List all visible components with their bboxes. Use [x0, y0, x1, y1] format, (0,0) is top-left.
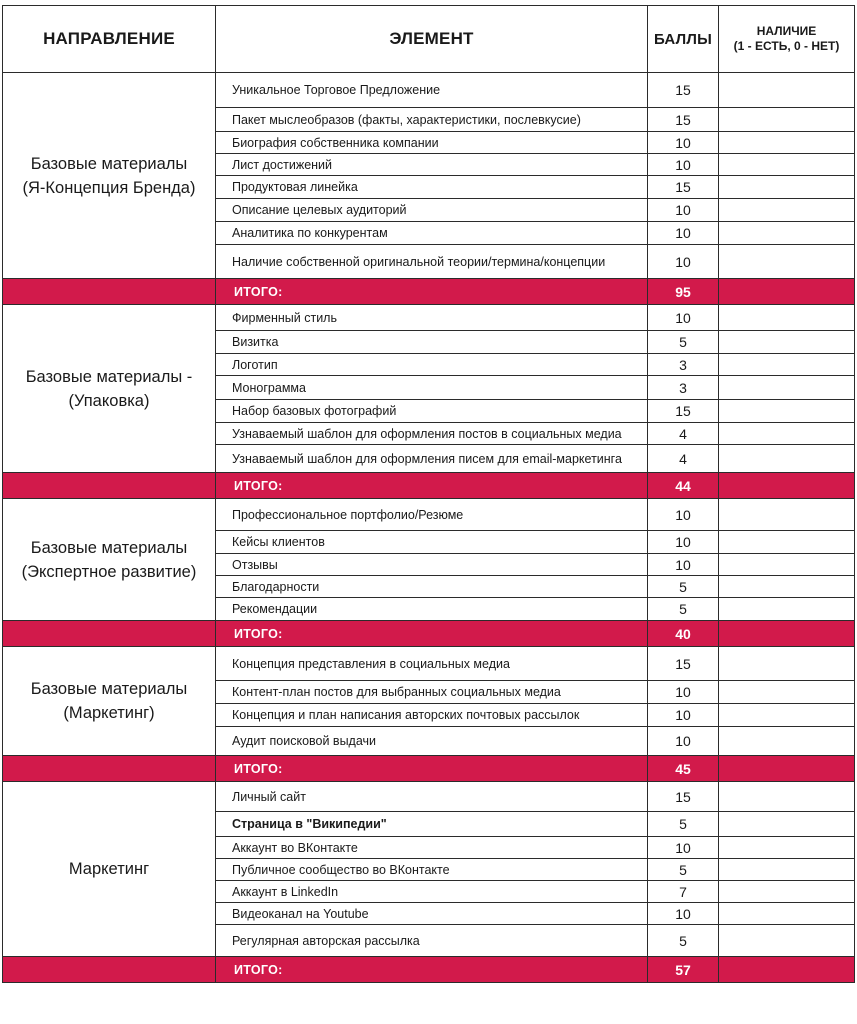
direction-cell: Базовые материалы (Маркетинг) — [3, 647, 216, 756]
availability-input-cell[interactable] — [719, 73, 855, 108]
header-availability — [719, 6, 855, 73]
points-cell: 10 — [648, 837, 719, 859]
total-direction-cell — [3, 756, 216, 782]
availability-input-cell[interactable] — [719, 812, 855, 837]
points-cell: 5 — [648, 576, 719, 598]
direction-cell: Базовые материалы (Я-Концепция Бренда) — [3, 73, 216, 279]
points-cell: 10 — [648, 154, 719, 176]
total-row — [3, 621, 855, 647]
element-cell: Регулярная авторская рассылка — [216, 925, 648, 957]
availability-input-cell[interactable] — [719, 859, 855, 881]
header-availability-title: НАЛИЧИЕ — [756, 24, 817, 38]
availability-input-cell[interactable] — [719, 222, 855, 245]
points-cell: 10 — [648, 704, 719, 727]
element-cell: Пакет мыслеобразов (факты, характеристики, послевкусие) — [216, 108, 648, 132]
total-availability-cell[interactable] — [719, 473, 855, 499]
points-cell: 10 — [648, 531, 719, 554]
element-cell: Узнаваемый шаблон для оформления писем для email-маркетинга — [216, 445, 648, 473]
availability-input-cell[interactable] — [719, 423, 855, 445]
points-cell: 10 — [648, 199, 719, 222]
points-cell: 7 — [648, 881, 719, 903]
total-direction-cell — [3, 621, 216, 647]
total-availability-cell[interactable] — [719, 957, 855, 983]
points-cell: 5 — [648, 812, 719, 837]
table-row — [3, 73, 855, 108]
availability-input-cell[interactable] — [719, 727, 855, 756]
total-label: ИТОГО: — [216, 621, 648, 647]
availability-input-cell[interactable] — [719, 903, 855, 925]
element-cell: Страница в "Википедии" — [216, 812, 648, 837]
total-points: 45 — [648, 756, 719, 782]
availability-input-cell[interactable] — [719, 154, 855, 176]
points-cell: 4 — [648, 445, 719, 473]
table-body — [3, 73, 855, 983]
points-cell: 15 — [648, 176, 719, 199]
element-cell: Концепция и план написания авторских почтовых рассылок — [216, 704, 648, 727]
points-cell: 5 — [648, 331, 719, 354]
total-direction-cell — [3, 957, 216, 983]
availability-input-cell[interactable] — [719, 108, 855, 132]
element-cell: Кейсы клиентов — [216, 531, 648, 554]
total-points: 95 — [648, 279, 719, 305]
availability-input-cell[interactable] — [719, 704, 855, 727]
availability-input-cell[interactable] — [719, 199, 855, 222]
availability-input-cell[interactable] — [719, 245, 855, 279]
element-cell: Логотип — [216, 354, 648, 376]
total-label: ИТОГО: — [216, 957, 648, 983]
total-row — [3, 756, 855, 782]
element-cell: Отзывы — [216, 554, 648, 576]
total-row — [3, 279, 855, 305]
element-cell: Рекомендации — [216, 598, 648, 621]
element-cell: Благодарности — [216, 576, 648, 598]
availability-input-cell[interactable] — [719, 499, 855, 531]
element-cell: Визитка — [216, 331, 648, 354]
points-cell: 15 — [648, 108, 719, 132]
element-cell: Контент-план постов для выбранных социальных медиа — [216, 681, 648, 704]
points-cell: 4 — [648, 423, 719, 445]
element-cell: Набор базовых фотографий — [216, 400, 648, 423]
element-cell: Аудит поисковой выдачи — [216, 727, 648, 756]
total-availability-cell[interactable] — [719, 756, 855, 782]
total-label: ИТОГО: — [216, 473, 648, 499]
header-element: ЭЛЕМЕНТ — [216, 6, 648, 73]
header-points: БАЛЛЫ — [648, 6, 719, 73]
availability-input-cell[interactable] — [719, 647, 855, 681]
table-row — [3, 782, 855, 812]
availability-input-cell[interactable] — [719, 176, 855, 199]
points-cell: 5 — [648, 598, 719, 621]
points-cell: 10 — [648, 903, 719, 925]
points-cell: 10 — [648, 222, 719, 245]
availability-input-cell[interactable] — [719, 598, 855, 621]
total-points: 44 — [648, 473, 719, 499]
element-cell: Монограмма — [216, 376, 648, 400]
availability-input-cell[interactable] — [719, 305, 855, 331]
element-cell: Аккаунт во ВКонтакте — [216, 837, 648, 859]
table-row — [3, 647, 855, 681]
element-cell: Профессиональное портфолио/Резюме — [216, 499, 648, 531]
points-cell: 10 — [648, 305, 719, 331]
element-cell: Аналитика по конкурентам — [216, 222, 648, 245]
element-cell: Аккаунт в LinkedIn — [216, 881, 648, 903]
element-cell: Лист достижений — [216, 154, 648, 176]
points-cell: 10 — [648, 554, 719, 576]
header-availability-hint: (1 - ЕСТЬ, 0 - НЕТ) — [733, 39, 840, 53]
table-row — [3, 305, 855, 331]
element-cell: Публичное сообщество во ВКонтакте — [216, 859, 648, 881]
availability-input-cell[interactable] — [719, 331, 855, 354]
total-label: ИТОГО: — [216, 279, 648, 305]
availability-input-cell[interactable] — [719, 354, 855, 376]
element-cell: Концепция представления в социальных медиа — [216, 647, 648, 681]
availability-input-cell[interactable] — [719, 925, 855, 957]
element-cell: Уникальное Торговое Предложение — [216, 73, 648, 108]
total-row — [3, 957, 855, 983]
availability-input-cell[interactable] — [719, 681, 855, 704]
points-cell: 5 — [648, 925, 719, 957]
header-row — [3, 6, 855, 73]
points-cell: 15 — [648, 400, 719, 423]
total-availability-cell[interactable] — [719, 621, 855, 647]
points-cell: 10 — [648, 727, 719, 756]
element-cell: Узнаваемый шаблон для оформления постов в социальных медиа — [216, 423, 648, 445]
element-cell: Наличие собственной оригинальной теории/термина/концепции — [216, 245, 648, 279]
availability-input-cell[interactable] — [719, 531, 855, 554]
total-points: 57 — [648, 957, 719, 983]
element-cell: Фирменный стиль — [216, 305, 648, 331]
table-row — [3, 499, 855, 531]
brand-assessment-table — [2, 5, 855, 983]
total-availability-cell[interactable] — [719, 279, 855, 305]
points-cell: 5 — [648, 859, 719, 881]
element-cell: Описание целевых аудиторий — [216, 199, 648, 222]
availability-input-cell[interactable] — [719, 881, 855, 903]
total-direction-cell — [3, 279, 216, 305]
points-cell: 3 — [648, 376, 719, 400]
direction-cell: Маркетинг — [3, 782, 216, 957]
availability-input-cell[interactable] — [719, 554, 855, 576]
availability-input-cell[interactable] — [719, 400, 855, 423]
availability-input-cell[interactable] — [719, 782, 855, 812]
points-cell: 15 — [648, 647, 719, 681]
points-cell: 3 — [648, 354, 719, 376]
points-cell: 10 — [648, 681, 719, 704]
direction-cell: Базовые материалы (Экспертное развитие) — [3, 499, 216, 621]
element-cell: Видеоканал на Youtube — [216, 903, 648, 925]
element-cell: Биография собственника компании — [216, 132, 648, 154]
total-label: ИТОГО: — [216, 756, 648, 782]
availability-input-cell[interactable] — [719, 132, 855, 154]
total-direction-cell — [3, 473, 216, 499]
availability-input-cell[interactable] — [719, 837, 855, 859]
total-points: 40 — [648, 621, 719, 647]
points-cell: 15 — [648, 73, 719, 108]
availability-input-cell[interactable] — [719, 376, 855, 400]
availability-input-cell[interactable] — [719, 445, 855, 473]
points-cell: 15 — [648, 782, 719, 812]
element-cell: Продуктовая линейка — [216, 176, 648, 199]
points-cell: 10 — [648, 132, 719, 154]
points-cell: 10 — [648, 499, 719, 531]
total-row — [3, 473, 855, 499]
availability-input-cell[interactable] — [719, 576, 855, 598]
element-cell: Личный сайт — [216, 782, 648, 812]
points-cell: 10 — [648, 245, 719, 279]
direction-cell: Базовые материалы - (Упаковка) — [3, 305, 216, 473]
header-direction: НАПРАВЛЕНИЕ — [3, 6, 216, 73]
